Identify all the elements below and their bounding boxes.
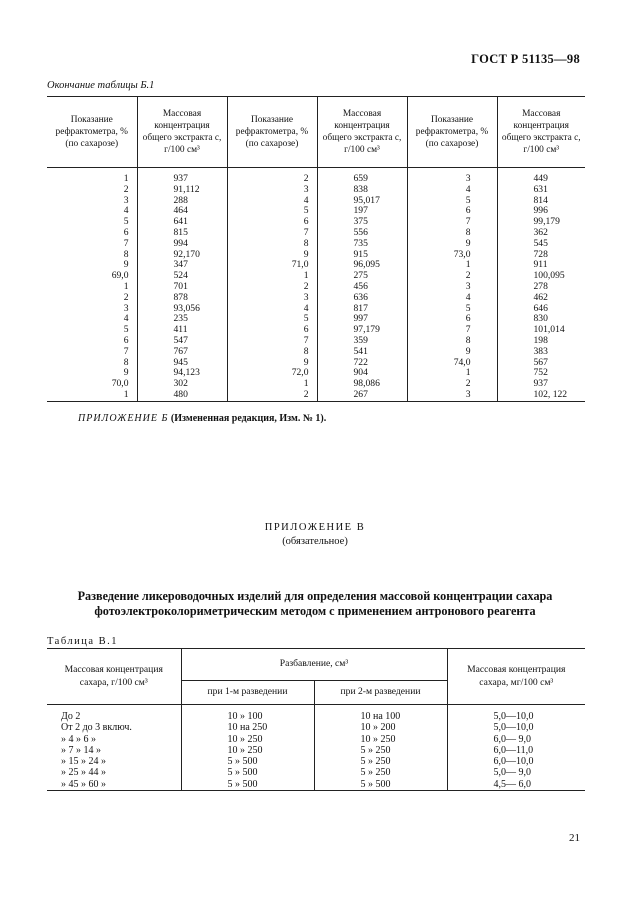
refractometer-cell: 3 bbox=[123, 194, 129, 206]
second-dilution-cell: 10 » 200 bbox=[314, 722, 447, 733]
extract-cell: 449 bbox=[497, 168, 585, 185]
refractometer-cell: 5 bbox=[123, 216, 129, 228]
refractometer-cell: 8 bbox=[227, 239, 317, 250]
second-dilution-cell: 5 » 500 bbox=[314, 779, 447, 791]
refractometer-cell: 4 bbox=[123, 205, 129, 217]
extract-cell: 100,095 bbox=[497, 271, 585, 282]
refractometer-cell: 9 bbox=[227, 358, 317, 369]
refractometer-cell: 74,0 bbox=[407, 358, 497, 369]
extract-cell: 198 bbox=[497, 336, 585, 347]
refractometer-cell: 4 bbox=[227, 304, 317, 315]
extract-cell: 411 bbox=[137, 325, 227, 336]
first-dilution-cell: 10 » 100 bbox=[181, 705, 314, 723]
extract-cell: 480 bbox=[137, 390, 227, 401]
extract-cell: 275 bbox=[317, 271, 407, 282]
extract-cell: 937 bbox=[497, 379, 585, 390]
refractometer-cell: 1 bbox=[407, 368, 497, 379]
refractometer-cell: 70,0 bbox=[111, 378, 129, 390]
refractometer-cell: 7 bbox=[123, 237, 129, 249]
table-row bbox=[47, 293, 585, 304]
table-row bbox=[47, 239, 585, 250]
refractometer-cell: 2 bbox=[407, 379, 497, 390]
extract-cell: 547 bbox=[137, 336, 227, 347]
first-dilution-cell: 5 » 500 bbox=[181, 779, 314, 791]
refractometer-cell: 3 bbox=[407, 390, 497, 401]
note-text: (Измененная редакция, Изм. № 1). bbox=[170, 413, 327, 424]
refractometer-cell: 1 bbox=[123, 280, 129, 292]
second-dilution-cell: 5 » 250 bbox=[314, 745, 447, 756]
extract-cell: 567 bbox=[497, 358, 585, 369]
extract-cell: 101,014 bbox=[497, 325, 585, 336]
extract-cell: 838 bbox=[317, 185, 407, 196]
table-v1-body bbox=[47, 705, 585, 791]
extract-cell: 814 bbox=[497, 196, 585, 207]
extract-cell: 278 bbox=[497, 282, 585, 293]
first-dilution-cell: 5 » 500 bbox=[181, 767, 314, 778]
extract-cell: 462 bbox=[497, 293, 585, 304]
sugar-range-cell: » 25 » 44 » bbox=[47, 767, 181, 778]
refractometer-cell: 3 bbox=[123, 302, 129, 314]
extract-cell: 102, 122 bbox=[497, 390, 585, 401]
col-header-refractometer: Показание рефрактометра, % (по сахарозе) bbox=[407, 97, 497, 168]
result-range-cell: 5,0—10,0 bbox=[447, 705, 585, 723]
extract-cell: 915 bbox=[317, 250, 407, 261]
extract-cell: 347 bbox=[137, 260, 227, 271]
extract-cell: 556 bbox=[317, 228, 407, 239]
refractometer-cell: 9 bbox=[407, 347, 497, 358]
refractometer-cell: 7 bbox=[407, 325, 497, 336]
extract-cell: 97,179 bbox=[317, 325, 407, 336]
sugar-range-cell: » 4 » 6 » bbox=[47, 734, 181, 745]
extract-cell: 817 bbox=[317, 304, 407, 315]
refractometer-cell: 1 bbox=[123, 173, 129, 184]
first-dilution-cell: 5 » 500 bbox=[181, 756, 314, 767]
refractometer-cell: 2 bbox=[227, 282, 317, 293]
appendix-subtitle: (обязательное) bbox=[282, 536, 348, 547]
second-dilution-cell: 10 на 100 bbox=[314, 705, 447, 723]
refractometer-cell: 72,0 bbox=[227, 368, 317, 379]
extract-cell: 91,112 bbox=[137, 185, 227, 196]
refractometer-cell: 1 bbox=[227, 379, 317, 390]
refractometer-cell: 3 bbox=[407, 282, 497, 293]
col-header-extract: Массовая концентрация общего экстракта c, г/100 см³ bbox=[137, 97, 227, 168]
extract-cell: 464 bbox=[137, 206, 227, 217]
refractometer-cell: 8 bbox=[407, 228, 497, 239]
table-row bbox=[47, 390, 585, 401]
extract-cell: 911 bbox=[497, 260, 585, 271]
sugar-range-cell: » 15 » 24 » bbox=[47, 756, 181, 767]
refractometer-cell: 8 bbox=[123, 248, 129, 260]
heading-line-2: фотоэлектроколориметрическим методом с применением антронового реагента bbox=[94, 604, 536, 618]
refractometer-cell: 8 bbox=[227, 347, 317, 358]
col-header-sugar-mg: Массовая концентрация сахара, мг/100 см³ bbox=[447, 649, 585, 705]
page-number: 21 bbox=[569, 832, 580, 844]
table-row bbox=[47, 767, 585, 778]
refractometer-cell: 9 bbox=[407, 239, 497, 250]
refractometer-cell: 3 bbox=[407, 168, 497, 185]
refractometer-cell: 5 bbox=[227, 206, 317, 217]
table-row bbox=[47, 168, 585, 185]
table-row bbox=[47, 722, 585, 733]
refractometer-cell: 5 bbox=[123, 324, 129, 336]
extract-cell: 456 bbox=[317, 282, 407, 293]
refractometer-cell: 6 bbox=[407, 206, 497, 217]
extract-cell: 815 bbox=[137, 228, 227, 239]
refractometer-cell: 2 bbox=[227, 390, 317, 401]
refractometer-cell: 5 bbox=[407, 196, 497, 207]
revision-note bbox=[78, 413, 326, 424]
extract-cell: 92,170 bbox=[137, 250, 227, 261]
refractometer-cell: 6 bbox=[407, 314, 497, 325]
extract-cell: 197 bbox=[317, 206, 407, 217]
sugar-range-cell: » 7 » 14 » bbox=[47, 745, 181, 756]
refractometer-cell: 6 bbox=[227, 325, 317, 336]
table-v1 bbox=[47, 648, 585, 791]
first-dilution-cell: 10 » 250 bbox=[181, 734, 314, 745]
refractometer-cell: 4 bbox=[123, 313, 129, 325]
refractometer-cell: 6 bbox=[123, 334, 129, 346]
result-range-cell: 4,5— 6,0 bbox=[447, 779, 585, 791]
sugar-range-cell: От 2 до 3 включ. bbox=[47, 722, 181, 733]
refractometer-cell: 8 bbox=[123, 356, 129, 368]
col-header-sugar-g: Массовая концентрация сахара, г/100 см³ bbox=[47, 649, 181, 705]
table-row bbox=[47, 185, 585, 196]
extract-cell: 996 bbox=[497, 206, 585, 217]
extract-cell: 95,017 bbox=[317, 196, 407, 207]
refractometer-cell: 71,0 bbox=[227, 260, 317, 271]
note-appendix-ref: ПРИЛОЖЕНИЕ Б bbox=[78, 413, 169, 424]
refractometer-cell: 8 bbox=[407, 336, 497, 347]
sugar-range-cell: До 2 bbox=[47, 705, 181, 723]
extract-cell: 878 bbox=[137, 293, 227, 304]
table-row bbox=[47, 756, 585, 767]
table-b1 bbox=[47, 96, 585, 402]
refractometer-cell: 4 bbox=[407, 185, 497, 196]
extract-cell: 646 bbox=[497, 304, 585, 315]
result-range-cell: 5,0— 9,0 bbox=[447, 767, 585, 778]
refractometer-cell: 7 bbox=[227, 228, 317, 239]
extract-cell: 93,056 bbox=[137, 304, 227, 315]
refractometer-cell: 4 bbox=[227, 196, 317, 207]
extract-cell: 830 bbox=[497, 314, 585, 325]
extract-cell: 362 bbox=[497, 228, 585, 239]
first-dilution-cell: 10 на 250 bbox=[181, 722, 314, 733]
refractometer-cell: 1 bbox=[227, 271, 317, 282]
col-header-refractometer: Показание рефрактометра, % (по сахарозе) bbox=[227, 97, 317, 168]
extract-cell: 994 bbox=[137, 239, 227, 250]
extract-cell: 631 bbox=[497, 185, 585, 196]
refractometer-cell: 7 bbox=[227, 336, 317, 347]
extract-cell: 359 bbox=[317, 336, 407, 347]
refractometer-cell: 3 bbox=[227, 185, 317, 196]
appendix-heading bbox=[60, 589, 570, 619]
appendix-title: ПРИЛОЖЕНИЕ В bbox=[264, 522, 366, 533]
refractometer-cell: 5 bbox=[407, 304, 497, 315]
extract-cell: 945 bbox=[137, 358, 227, 369]
refractometer-cell: 4 bbox=[407, 293, 497, 304]
extract-cell: 524 bbox=[137, 271, 227, 282]
refractometer-cell: 2 bbox=[123, 291, 129, 303]
refractometer-cell: 9 bbox=[123, 259, 129, 271]
table-b1-body bbox=[47, 168, 585, 402]
extract-cell: 735 bbox=[317, 239, 407, 250]
extract-cell: 997 bbox=[317, 314, 407, 325]
heading-line-1: Разведение ликероводочных изделий для определения массовой концентрации сахара bbox=[77, 589, 553, 603]
result-range-cell: 6,0—10,0 bbox=[447, 756, 585, 767]
refractometer-cell: 3 bbox=[227, 293, 317, 304]
extract-cell: 545 bbox=[497, 239, 585, 250]
extract-cell: 904 bbox=[317, 368, 407, 379]
extract-cell: 235 bbox=[137, 314, 227, 325]
extract-cell: 383 bbox=[497, 347, 585, 358]
refractometer-cell: 2 bbox=[227, 168, 317, 185]
col-header-extract: Массовая концентрация общего экстракта c, г/100 см³ bbox=[317, 97, 407, 168]
col-header-second-dilution: при 2-м разведении bbox=[314, 681, 447, 705]
refractometer-cell: 2 bbox=[407, 271, 497, 282]
refractometer-cell: 9 bbox=[227, 250, 317, 261]
refractometer-cell: 73,0 bbox=[407, 250, 497, 261]
table-row bbox=[47, 347, 585, 358]
table-row bbox=[47, 705, 585, 723]
table-b1-caption: Окончание таблицы Б.1 bbox=[47, 80, 155, 91]
standard-code: ГОСТ Р 51135—98 bbox=[471, 52, 580, 66]
refractometer-cell: 7 bbox=[123, 345, 129, 357]
first-dilution-cell: 10 » 250 bbox=[181, 745, 314, 756]
second-dilution-cell: 10 » 250 bbox=[314, 734, 447, 745]
table-v1-caption: Таблица В.1 bbox=[47, 636, 119, 647]
refractometer-cell: 5 bbox=[227, 314, 317, 325]
refractometer-cell: 7 bbox=[407, 217, 497, 228]
refractometer-cell: 9 bbox=[123, 367, 129, 379]
refractometer-cell: 69,0 bbox=[111, 270, 129, 282]
refractometer-cell: 2 bbox=[123, 183, 129, 195]
extract-cell: 701 bbox=[137, 282, 227, 293]
table-row bbox=[47, 779, 585, 791]
col-header-first-dilution: при 1-м разведении bbox=[181, 681, 314, 705]
extract-cell: 659 bbox=[317, 168, 407, 185]
table-row bbox=[47, 734, 585, 745]
extract-cell: 728 bbox=[497, 250, 585, 261]
result-range-cell: 5,0—10,0 bbox=[447, 722, 585, 733]
extract-cell: 752 bbox=[497, 368, 585, 379]
extract-cell: 94,123 bbox=[137, 368, 227, 379]
second-dilution-cell: 5 » 250 bbox=[314, 756, 447, 767]
extract-cell: 722 bbox=[317, 358, 407, 369]
col-header-dilution: Разбавление, см³ bbox=[181, 649, 447, 681]
extract-cell: 288 bbox=[137, 196, 227, 207]
second-dilution-cell: 5 » 250 bbox=[314, 767, 447, 778]
table-b1-header-row bbox=[47, 97, 585, 168]
table-row bbox=[47, 745, 585, 756]
extract-cell: 99,179 bbox=[497, 217, 585, 228]
result-range-cell: 6,0— 9,0 bbox=[447, 734, 585, 745]
extract-cell: 302 bbox=[137, 379, 227, 390]
result-range-cell: 6,0—11,0 bbox=[447, 745, 585, 756]
extract-cell: 541 bbox=[317, 347, 407, 358]
refractometer-cell: 1 bbox=[407, 260, 497, 271]
extract-cell: 98,086 bbox=[317, 379, 407, 390]
col-header-refractometer: Показание рефрактометра, % (по сахарозе) bbox=[47, 97, 137, 168]
refractometer-cell: 6 bbox=[123, 226, 129, 238]
extract-cell: 375 bbox=[317, 217, 407, 228]
extract-cell: 636 bbox=[317, 293, 407, 304]
refractometer-cell: 6 bbox=[227, 217, 317, 228]
sugar-range-cell: » 45 » 60 » bbox=[47, 779, 181, 791]
extract-cell: 937 bbox=[137, 168, 227, 185]
extract-cell: 267 bbox=[317, 390, 407, 401]
extract-cell: 96,095 bbox=[317, 260, 407, 271]
extract-cell: 641 bbox=[137, 217, 227, 228]
col-header-extract: Массовая концентрация общего экстракта c, г/100 см³ bbox=[497, 97, 585, 168]
refractometer-cell: 1 bbox=[123, 388, 129, 400]
extract-cell: 767 bbox=[137, 347, 227, 358]
